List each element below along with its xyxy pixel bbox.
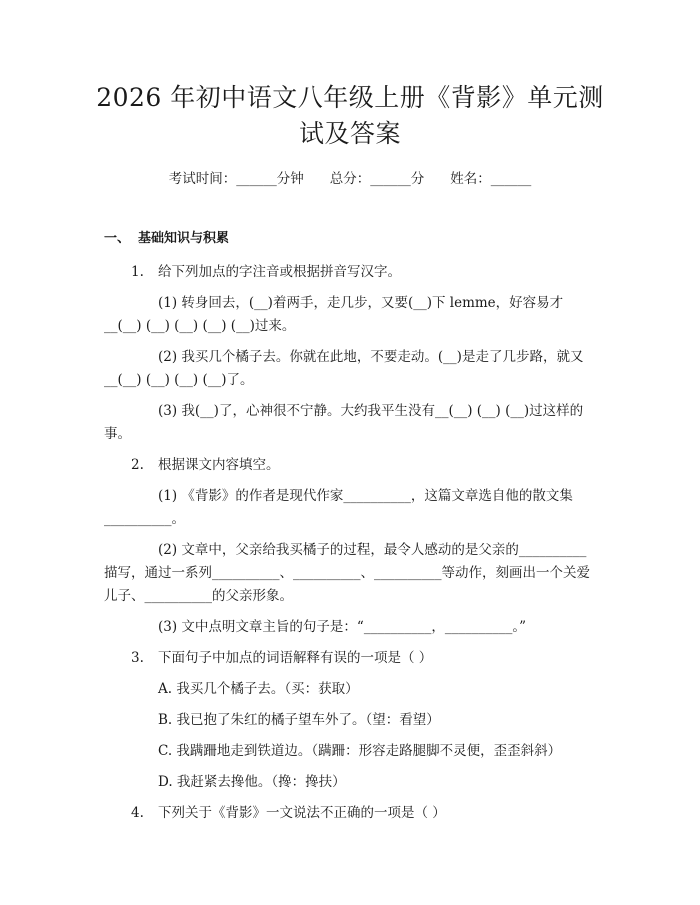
q3-option-c: C. 我蹒跚地走到铁道边。（蹒跚：形容走路腿脚不灵便，歪歪斜斜） [158, 743, 562, 759]
q2-item2-line3: 儿子、__________的父亲形象。 [104, 588, 293, 604]
q2-item1-line1: (1) 《背影》的作者是现代作家__________，这篇文章选自他的散文集 [158, 488, 573, 504]
question-1 [131, 263, 401, 281]
question-number: 3. [131, 650, 144, 666]
q2-item2-line2: 描写，通过一系列__________、__________、__________等动作，刻画出一个关爱 [104, 565, 590, 581]
q1-item3-line2: 事。 [104, 426, 131, 442]
q1-item2-line1: (2) 我买几个橘子去。你就在此地，不要走动。(__)是走了几步路，就又 [158, 349, 584, 365]
question-number: 1. [131, 264, 144, 280]
q3-option-a: A. 我买几个橘子去。（买：获取） [158, 681, 359, 697]
section-heading [104, 230, 229, 248]
question-number: 4. [131, 805, 144, 821]
question-text: 给下列加点的字注音或根据拼音写汉字。 [158, 264, 401, 280]
exam-info [0, 170, 700, 188]
question-text: 下列关于《背影》一文说法不正确的一项是（ ） [158, 805, 446, 821]
q1-item1-line1: (1) 转身回去，(__)着两手，走几步，又要(__)下 lemme，好容易才 [158, 295, 564, 311]
q3-option-b: B. 我已抱了朱红的橘子望车外了。（望：看望） [158, 712, 440, 728]
q2-item2-line1: (2) 文章中，父亲给我买橘子的过程，最令人感动的是父亲的__________ [158, 542, 587, 558]
q1-item1-line2: __(__) (__) (__) (__) (__)过来。 [104, 318, 296, 334]
question-text: 下面句子中加点的词语解释有误的一项是（ ） [158, 650, 433, 666]
q3-option-d: D. 我赶紧去搀他。（搀：搀扶） [158, 774, 346, 790]
page-title-line1: 2026 年初中语文八年级上册《背影》单元测 [96, 83, 604, 112]
section-title: 基础知识与积累 [138, 231, 230, 246]
question-number: 2. [131, 457, 144, 473]
question-2 [131, 456, 280, 474]
name-field: 姓名：______ [450, 171, 532, 187]
question-3 [131, 649, 432, 667]
page-title-line2: 试及答案 [298, 119, 401, 148]
q1-item2-line2: __(__) (__) (__) (__)了。 [104, 372, 254, 388]
q2-item3: (3) 文中点明文章主旨的句子是：“__________，__________。” [158, 619, 526, 635]
question-text: 根据课文内容填空。 [158, 457, 280, 473]
exam-time-field: 考试时间：______分钟 [168, 171, 304, 187]
q2-item1-line2: __________。 [104, 511, 185, 527]
q1-item3-line1: (3) 我(__)了，心神很不宁静。大约我平生没有__(__) (__) (__)过这样的 [158, 403, 584, 419]
total-score-field: 总分：______分 [329, 171, 425, 187]
section-number: 一、 [104, 231, 131, 246]
question-4 [131, 804, 446, 822]
